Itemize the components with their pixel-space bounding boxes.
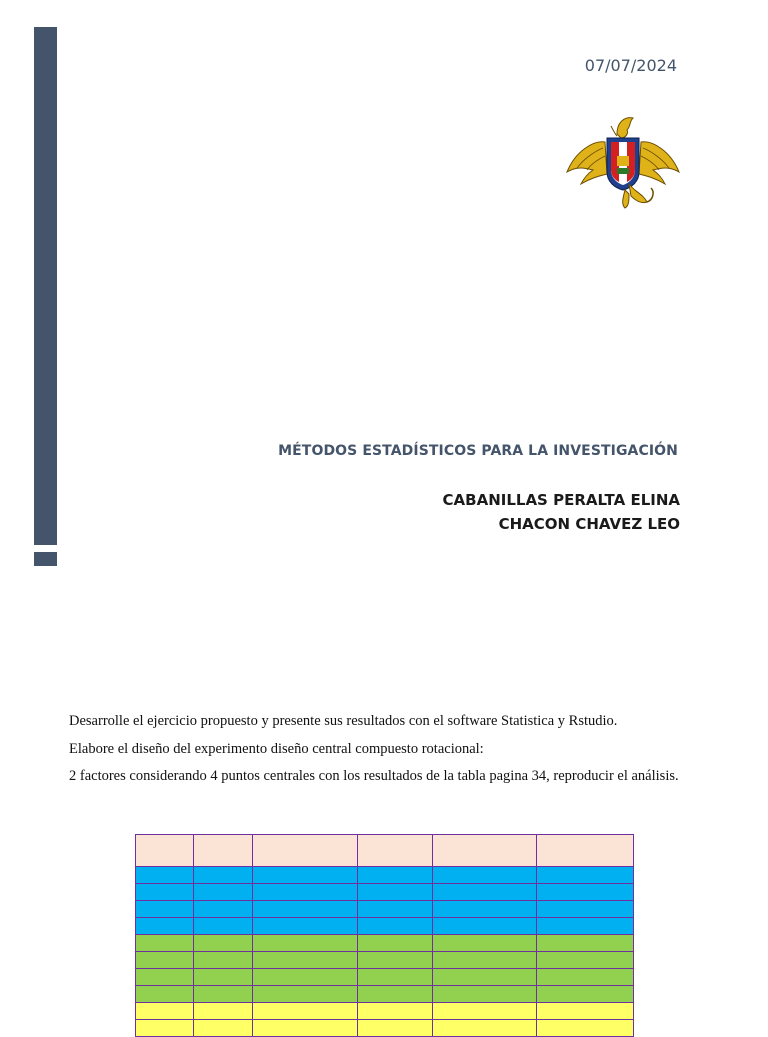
assignment-instructions	[69, 708, 699, 791]
table-cell	[194, 986, 253, 1003]
table-cell	[537, 835, 634, 867]
table-cell	[136, 884, 194, 901]
cover-side-bar-tip	[34, 552, 57, 566]
table-cell	[194, 1003, 253, 1020]
table-cell	[253, 952, 358, 969]
table-cell	[433, 884, 537, 901]
table-cell	[358, 952, 433, 969]
author-list	[443, 488, 680, 536]
table-cell	[358, 986, 433, 1003]
table-cell	[194, 969, 253, 986]
instruction-paragraph: 2 factores considerando 4 puntos centrales con los resultados de la tabla pagina 34, reproducir el análisis.	[69, 768, 679, 784]
experiment-design-table	[135, 834, 634, 1037]
table-cell	[136, 835, 194, 867]
table-cell	[253, 867, 358, 884]
table-cell	[358, 1020, 433, 1037]
table-cell	[537, 986, 634, 1003]
table-cell	[433, 867, 537, 884]
table-cell	[194, 884, 253, 901]
table-cell	[136, 952, 194, 969]
table-cell	[433, 986, 537, 1003]
table-row	[136, 1003, 634, 1020]
table-cell	[136, 1003, 194, 1020]
table-row	[136, 952, 634, 969]
table-cell	[358, 969, 433, 986]
cover-date: 07/07/2024	[584, 56, 677, 75]
table-cell	[433, 1020, 537, 1037]
table-cell	[136, 935, 194, 952]
table-row	[136, 867, 634, 884]
table-cell	[194, 835, 253, 867]
table-row	[136, 935, 634, 952]
table-header-row	[136, 835, 634, 867]
table-cell	[358, 884, 433, 901]
author-name: CHACON CHAVEZ LEO	[498, 515, 680, 533]
table-cell	[433, 835, 537, 867]
table-cell	[537, 969, 634, 986]
table-cell	[253, 901, 358, 918]
table-cell	[136, 1020, 194, 1037]
table-cell	[537, 1003, 634, 1020]
table-cell	[253, 986, 358, 1003]
table-cell	[253, 935, 358, 952]
table-cell	[358, 918, 433, 935]
course-title: MÉTODOS ESTADÍSTICOS PARA LA INVESTIGACIÓN	[278, 443, 678, 459]
table-cell	[433, 918, 537, 935]
table-cell	[537, 952, 634, 969]
table-cell	[194, 918, 253, 935]
table-row	[136, 1020, 634, 1037]
table-cell	[136, 969, 194, 986]
table-cell	[537, 884, 634, 901]
instruction-paragraph: Desarrolle el ejercicio propuesto y presente sus resultados con el software Statistica y Rstudio.	[69, 713, 618, 729]
table-cell	[358, 835, 433, 867]
table-cell	[358, 901, 433, 918]
table-cell	[358, 867, 433, 884]
table-cell	[537, 935, 634, 952]
table-cell	[253, 918, 358, 935]
table-cell	[136, 986, 194, 1003]
table-cell	[433, 969, 537, 986]
author-name: CABANILLAS PERALTA ELINA	[442, 491, 680, 509]
table-cell	[433, 901, 537, 918]
table-cell	[194, 867, 253, 884]
table-row	[136, 986, 634, 1003]
table-row	[136, 901, 634, 918]
table-cell	[194, 935, 253, 952]
table-cell	[194, 901, 253, 918]
table-cell	[136, 901, 194, 918]
table-row	[136, 884, 634, 901]
table-cell	[253, 835, 358, 867]
table-cell	[537, 901, 634, 918]
table-cell	[194, 952, 253, 969]
instruction-paragraph: Elabore el diseño del experimento diseño central compuesto rotacional:	[69, 740, 484, 757]
table-cell	[136, 918, 194, 935]
table-cell	[358, 1003, 433, 1020]
cover-side-bar	[34, 27, 57, 545]
table-row	[136, 969, 634, 986]
table-row	[136, 918, 634, 935]
table-cell	[433, 1003, 537, 1020]
table-cell	[194, 1020, 253, 1037]
table-cell	[253, 1020, 358, 1037]
table-cell	[136, 867, 194, 884]
table-cell	[433, 952, 537, 969]
university-crest-logo	[563, 112, 683, 210]
table-cell	[253, 1003, 358, 1020]
table-cell	[537, 918, 634, 935]
table-cell	[537, 1020, 634, 1037]
table-cell	[537, 867, 634, 884]
table-cell	[433, 935, 537, 952]
table-cell	[358, 935, 433, 952]
table-cell	[253, 969, 358, 986]
table-cell	[253, 884, 358, 901]
